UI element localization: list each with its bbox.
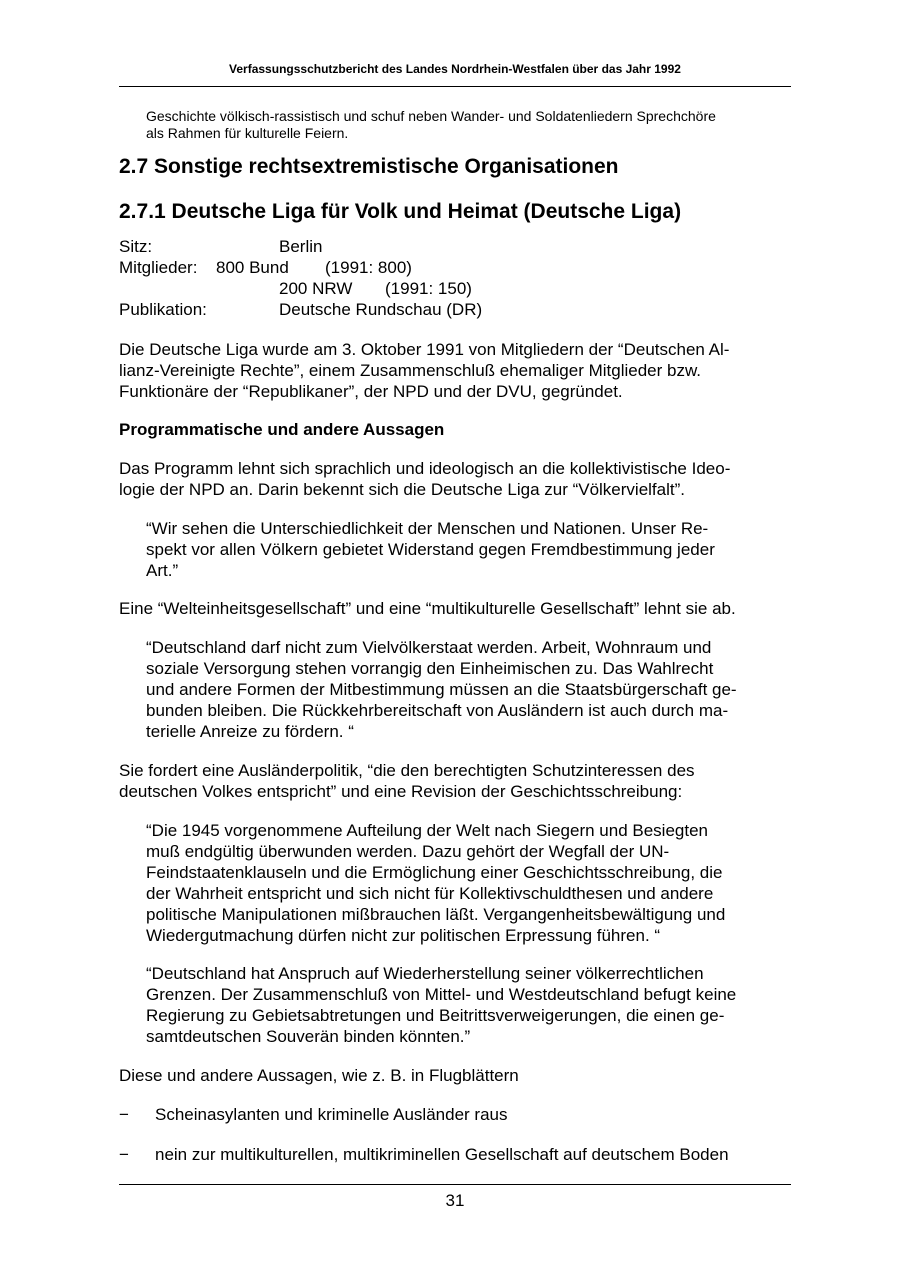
demands-paragraph — [119, 760, 695, 802]
fact-mitglieder-label: Mitglieder: — [119, 258, 198, 277]
page-number: 31 — [445, 1191, 465, 1210]
dash-bullet: − — [119, 1145, 129, 1164]
text-line: “Deutschland hat Anspruch auf Wiederherstellung seiner völkerrechtlichen — [146, 964, 704, 983]
section-heading: 2.7 Sonstige rechtsextremistische Organisationen — [119, 155, 619, 178]
text-line: Funktionäre der “Republikaner”, der NPD und der DVU, gegründet. — [119, 382, 623, 401]
dash-bullet: − — [119, 1105, 129, 1124]
header-rule — [119, 86, 791, 87]
fact-bund-value: 800 Bund — [216, 258, 289, 277]
program-paragraph — [119, 458, 730, 500]
text-line: Die Deutsche Liga wurde am 3. Oktober 1991 von Mitgliedern der “Deutschen Al- — [119, 340, 730, 359]
text-line: der Wahrheit entspricht und sich nicht für Kollektivschuldthesen und andere — [146, 884, 714, 903]
list-item-text: Scheinasylanten und kriminelle Ausländer raus — [155, 1105, 508, 1124]
rejects-paragraph: Eine “Welteinheitsgesellschaft” und eine “multikulturelle Gesellschaft” lehnt sie ab. — [119, 599, 736, 618]
text-line: deutschen Volkes entspricht” und eine Revision der Geschichtsschreibung: — [119, 782, 683, 801]
text-line: als Rahmen für kulturelle Feiern. — [146, 125, 349, 141]
footer-rule — [119, 1184, 791, 1185]
text-line: “Deutschland darf nicht zum Vielvölkerstaat werden. Arbeit, Wohnraum und — [146, 638, 712, 657]
fact-publikation-value: Deutsche Rundschau (DR) — [279, 300, 483, 319]
flyers-paragraph: Diese und andere Aussagen, wie z. B. in Flugblättern — [119, 1066, 519, 1085]
text-line: Sie fordert eine Ausländerpolitik, “die den berechtigten Schutzinteressen des — [119, 761, 695, 780]
quote-block-2 — [146, 637, 737, 742]
text-line: politische Manipulationen mißbrauchen läßt. Vergangenheitsbewältigung und — [146, 905, 726, 924]
text-line: Art.” — [146, 561, 179, 580]
text-line: bunden bleiben. Die Rückkehrbereitschaft von Ausländern ist auch durch ma- — [146, 701, 729, 720]
text-line: Wiedergutmachung dürfen nicht zur politischen Erpressung führen. “ — [146, 926, 661, 945]
list-item-text: nein zur multikulturellen, multikriminellen Gesellschaft auf deutschem Boden — [155, 1145, 729, 1164]
fact-nrw-previous: (1991: 150) — [385, 279, 472, 298]
text-line: soziale Versorgung stehen vorrangig den Einheimischen zu. Das Wahlrecht — [146, 659, 714, 678]
subsection-heading: 2.7.1 Deutsche Liga für Volk und Heimat (Deutsche Liga) — [119, 200, 682, 223]
text-line: Das Programm lehnt sich sprachlich und ideologisch an die kollektivistische Ideo- — [119, 459, 731, 478]
text-line: logie der NPD an. Darin bekennt sich die Deutsche Liga zur “Völkervielfalt”. — [119, 480, 685, 499]
text-line: Grenzen. Der Zusammenschluß von Mittel- und Westdeutschland befugt keine — [146, 985, 737, 1004]
fact-sitz-value: Berlin — [279, 237, 323, 256]
text-line: muß endgültig überwunden werden. Dazu gehört der Wegfall der UN- — [146, 842, 670, 861]
text-line: und andere Formen der Mitbestimmung müssen an die Staatsbürgerschaft ge- — [146, 680, 737, 699]
fact-nrw-value: 200 NRW — [279, 279, 353, 298]
text-line: lianz-Vereinigte Rechte”, einem Zusammenschluß ehemaliger Mitglieder bzw. — [119, 361, 702, 380]
fact-sitz-label: Sitz: — [119, 237, 153, 256]
fact-bund-previous: (1991: 800) — [325, 258, 412, 277]
founding-paragraph — [119, 339, 729, 402]
text-line: Regierung zu Gebietsabtretungen und Beitrittsverweigerungen, die einen ge- — [146, 1006, 725, 1025]
text-line: “Die 1945 vorgenommene Aufteilung der Welt nach Siegern und Besiegten — [146, 821, 708, 840]
continuation-paragraph — [146, 108, 716, 142]
text-line: terielle Anreize zu fördern. “ — [146, 722, 354, 741]
text-line: Feindstaatenklauseln und die Ermöglichung einer Geschichtsschreibung, die — [146, 863, 723, 882]
quote-block-4 — [146, 963, 736, 1047]
text-line: samtdeutschen Souverän binden könnten.” — [146, 1027, 471, 1046]
text-line: “Wir sehen die Unterschiedlichkeit der Menschen und Nationen. Unser Re- — [146, 519, 709, 538]
program-heading: Programmatische und andere Aussagen — [119, 420, 445, 439]
running-header: Verfassungsschutzbericht des Landes Nordrhein-Westfalen über das Jahr 1992 — [229, 62, 681, 76]
text-line: spekt vor allen Völkern gebietet Widerstand gegen Fremdbestimmung jeder — [146, 540, 715, 559]
fact-publikation-label: Publikation: — [119, 300, 207, 319]
quote-block-1 — [146, 518, 715, 581]
text-line: Geschichte völkisch-rassistisch und schuf neben Wander- und Soldatenliedern Sprechchöre — [146, 108, 716, 124]
quote-block-3 — [146, 820, 725, 946]
